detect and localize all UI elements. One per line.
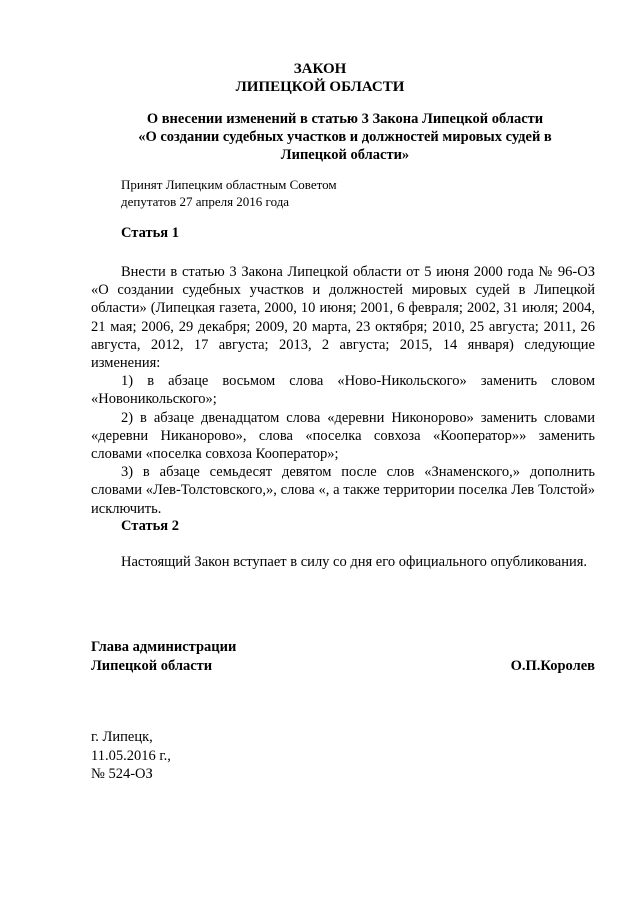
subtitle-line-2: «О создании судебных участков и должностей мировых судей в bbox=[138, 129, 552, 145]
adoption-line-1: Принят Липецким областным Советом bbox=[121, 177, 337, 192]
article-2-paragraph: Настоящий Закон вступает в силу со дня его официального опубликования. bbox=[121, 554, 588, 570]
law-subtitle bbox=[100, 110, 590, 164]
signatory-title-line-2: Липецкой области bbox=[91, 658, 213, 674]
article-2-body bbox=[91, 553, 595, 571]
article-1-paragraph: Внести в статью 3 Закона Липецкой области от 5 июня 2000 года № 96-ОЗ «О создании судебных участков и должностей мировых судей в Липецкой области» (Липецкая газета, 2000, 10 июня; 2001, 6 февраля; 2002, 31 июля; 2004, 21 мая; 2006, 29 декабря; 2009, 20 марта, 23 октября; 2010, 25 августа; 2011, 26 августа, 2012, 17 августа; 2013, 2 августа; 2015, 14 января) следующие изменения: bbox=[91, 264, 595, 372]
article-1-paragraph: 1) в абзаце восьмом слова «Ново-Никольского» заменить словом «Новоникольского»; bbox=[91, 373, 595, 408]
article-1-paragraph: 3) в абзаце семьдесят девятом после слов «Знаменского,» дополнить словами «Лев-Толстовского,», слова «, а также территории поселка Лев Толстой» исключить. bbox=[91, 464, 595, 517]
footer-number: № 524-ОЗ bbox=[91, 766, 153, 782]
law-title bbox=[0, 60, 640, 96]
footer-date: 11.05.2016 г., bbox=[91, 747, 171, 764]
article-1-body bbox=[91, 263, 595, 518]
document-footer bbox=[91, 728, 171, 784]
article-1-paragraph: 2) в абзаце двенадцатом слова «деревни Никонорово» заменить словами «деревни Никаноровo», слова «поселка совхоза «Кооператор»» заменить словами «поселка совхоза Кооператор»; bbox=[91, 409, 595, 463]
region-label: ЛИПЕЦКОЙ ОБЛАСТИ bbox=[235, 79, 405, 95]
subtitle-line-3: Липецкой области» bbox=[280, 147, 410, 163]
adoption-line-2: депутатов 27 апреля 2016 года bbox=[121, 194, 290, 209]
article-2-heading: Статья 2 bbox=[121, 518, 179, 534]
signature-block bbox=[91, 638, 595, 676]
signatory-name: О.П.Королев bbox=[510, 658, 595, 674]
law-label: ЗАКОН bbox=[293, 61, 347, 77]
adoption-note bbox=[121, 176, 337, 210]
footer-city: г. Липецк, bbox=[91, 729, 153, 745]
signatory-title-line-1: Глава администрации bbox=[91, 639, 237, 655]
article-1-heading: Статья 1 bbox=[121, 225, 179, 241]
subtitle-line-1: О внесении изменений в статью 3 Закона Липецкой области bbox=[146, 111, 544, 127]
